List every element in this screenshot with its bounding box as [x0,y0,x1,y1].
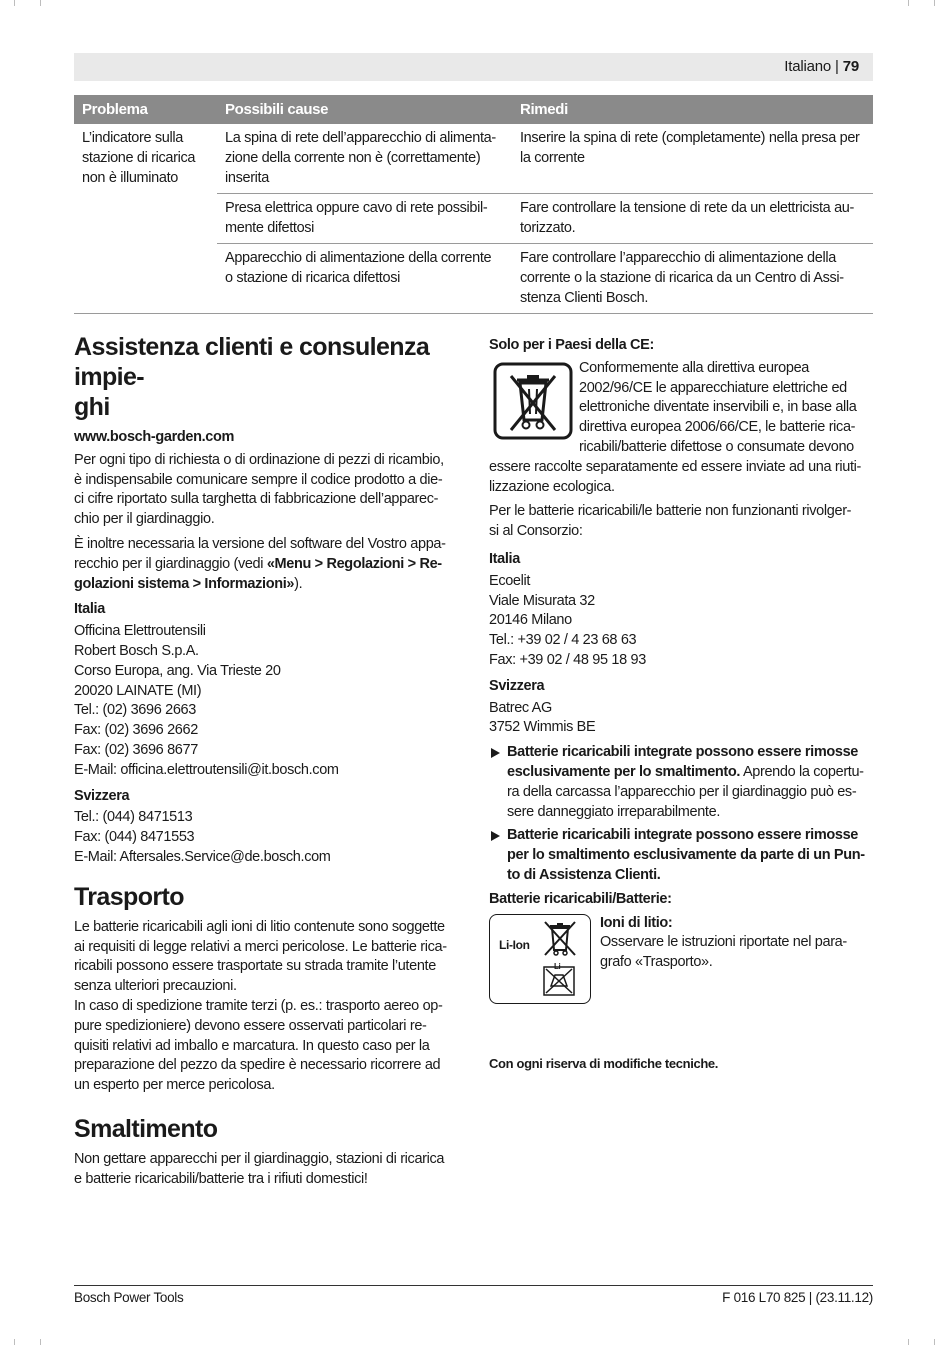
header-problem: Problema [74,95,217,124]
warning-bullet [489,826,873,885]
page-number: 79 [842,58,859,75]
text-line: si al Consorzio: [489,523,583,540]
table-row [74,124,873,194]
problem-line: non è illuminato [82,170,178,186]
text-line: per lo smaltimento esclusivamente da parte di un Pun- [507,847,865,864]
software-paragraph [74,535,460,594]
text-line: to di Assistenza Clienti. [507,866,661,883]
cause-cell [217,244,512,314]
header-remedies: Rimedi [512,95,873,124]
address-line: Robert Bosch S.p.A. [74,642,199,659]
text-line: ra della carcassa l’apparecchio per il giardinaggio può es- [507,783,857,800]
header-language: Italiano [784,58,832,75]
address-line: 20146 Milano [489,612,572,629]
address-line: 20020 LAINATE (MI) [74,682,202,699]
text-line: preparazione del pezzo da spedire è necessario ricorrere ad [74,1057,441,1074]
page-header [74,53,873,81]
weee-notice [489,359,873,498]
reserve-note: Con ogni riserva di modifiche tecniche. [489,1055,719,1071]
bullet-triangle-icon [491,748,500,758]
transport-section-title: Trasporto [74,882,184,911]
email-line: E-Mail: officina.elettroutensili@it.bosch.com [74,761,339,778]
text-line: In caso di spedizione tramite terzi (p. es.: trasporto aereo op- [74,997,443,1014]
svizzera-heading: Svizzera [489,677,545,694]
disposal-section-title: Smaltimento [74,1114,218,1143]
text-line: Conformemente alla direttiva europea [579,359,810,376]
italia-heading: Italia [74,601,105,618]
text-line: sere danneggiato irreparabilmente. [507,803,720,820]
footer-rule [74,1285,873,1286]
text-line: 2002/96/CE le apparecchiature elettriche ed [579,379,847,396]
liion-heading: Ioni di litio: [600,914,673,931]
remedy-line: la corrente [520,150,585,166]
cause-line: mente difettosi [225,220,315,236]
text-segment: recchio per il giardinaggio (vedi [74,555,267,572]
text-line: Le batterie ricaricabili agli ioni di litio contenute sono soggette [74,918,445,935]
footer-brand: Bosch Power Tools [74,1290,184,1305]
troubleshooting-table [74,95,873,314]
remedy-line: stenza Clienti Bosch. [520,290,649,306]
text-line: È inoltre necessaria la versione del software del Vostro appa- [74,535,446,552]
remedy-line: Fare controllare la tensione di rete da un elettricista au- [520,200,854,216]
text-line: senza ulteriori precauzioni. [74,978,237,995]
bullet-triangle-icon [491,831,500,841]
footer-code: F 016 L70 825 | (23.11.12) [722,1290,873,1305]
ecoelit-address [489,572,873,671]
problem-line: L’indicatore sulla [82,130,183,146]
text-line: un esperto per merce pericolosa. [74,1077,275,1094]
fax-line: Fax: +39 02 / 48 95 18 93 [489,651,646,668]
recycle-symbol-icon [543,966,575,996]
transport-paragraph [74,918,460,1096]
remedy-line: corrente o la stazione di ricarica da un Centro di Assi- [520,270,844,286]
text-line: quisiti relativi ad imballo e marcatura. In questo caso per la [74,1037,430,1054]
text-line [74,575,460,595]
text-line: Osservare le istruzioni riportate nel para- [600,934,847,951]
svizzera-heading: Svizzera [74,787,130,804]
cause-line: inserita [225,170,269,186]
cause-line: La spina di rete dell’apparecchio di alimenta- [225,130,496,146]
batteries-heading: Batterie ricaricabili/Batterie: [489,890,672,907]
remedy-line: Fare controllare l’apparecchio di alimentazione della [520,250,836,266]
address-line: Batrec AG [489,699,552,716]
header-text [784,58,859,75]
remedy-cell [512,124,873,194]
text-line: Batterie ricaricabili integrate possono essere rimosse [507,744,859,761]
service-paragraph [74,451,460,530]
svizzera-contact [74,808,460,867]
text-line: ricabili/batterie difettose o consumate devono [579,438,854,455]
crossed-bin-icon [540,919,580,957]
address-line: 3752 Wimmis BE [489,719,596,736]
header-causes: Possibili cause [217,95,512,124]
header-separator: | [831,58,843,75]
fax-line: Fax: (02) 3696 2662 [74,722,198,739]
text-line: ci cifre riportato sulla targhetta di fabbricazione dell’apparec- [74,491,439,508]
cause-cell [217,194,512,244]
table-header-row [74,95,873,124]
email-line: E-Mail: Aftersales.Service@de.bosch.com [74,848,331,865]
consorzio-paragraph [489,502,873,542]
liion-notice [489,914,873,1024]
cause-line: Presa elettrica oppure cavo di rete possibil- [225,200,488,216]
text-line [74,555,460,575]
text-line: pure spedizioniere) devono essere osservati particolari re- [74,1017,427,1034]
remedy-line: Inserire la spina di rete (completamente) nella presa per [520,130,860,146]
batrec-address [489,699,873,739]
disposal-paragraph [74,1150,460,1190]
text-line: grafo «Trasporto». [600,954,713,971]
crossed-bin-icon [493,362,573,440]
text-segment: ). [294,575,303,592]
service-section-title [74,332,460,422]
address-line: Corso Europa, ang. Via Trieste 20 [74,662,281,679]
phone-line: Tel.: (02) 3696 2663 [74,702,196,719]
cause-line: zione della corrente non è (correttamente) [225,150,481,166]
cause-line: Apparecchio di alimentazione della corrente [225,250,492,266]
text-line: e batterie ricaricabili/batterie tra i rifiuti domestici! [74,1170,368,1187]
left-column [74,330,460,1195]
address-line: Ecoelit [489,572,531,589]
text-line: Per ogni tipo di richiesta o di ordinazione di pezzi di ricambio, [74,451,444,468]
address-line: Viale Misurata 32 [489,592,595,609]
warning-bullet [489,743,873,822]
address-line: Officina Elettroutensili [74,623,206,640]
text-line: chio per il giardinaggio. [74,511,215,528]
liion-recycling-icon [489,914,591,1004]
website-link[interactable]: www.bosch-garden.com [74,429,235,445]
phone-line: Tel.: +39 02 / 4 23 68 63 [489,632,637,649]
text-line: elettroniche diventate inservibili e, in base alla [579,399,857,416]
text-line: direttiva europea 2006/66/CE, le batterie rica- [579,419,856,436]
title-line: Assistenza clienti e consulenza impie- [74,333,430,391]
fax-line: Fax: (044) 8471553 [74,829,195,846]
liion-text [600,914,873,973]
italia-heading: Italia [489,550,520,567]
text-segment: esclusivamente per lo smaltimento. [507,763,741,780]
right-column [489,330,873,1073]
remedy-cell [512,194,873,244]
remedy-cell [512,244,873,314]
text-line: è indispensabile comunicare sempre il codice prodotto a die- [74,471,443,488]
liion-label: Li-Ion [499,937,530,952]
italia-address [74,622,460,780]
problem-line: stazione di ricarica [82,150,196,166]
text-line: ricabili possono essere trasportate su strada tramite l’utente [74,958,436,975]
cause-line: o stazione di ricarica difettosi [225,270,400,286]
phone-line: Tel.: (044) 8471513 [74,809,193,826]
remedy-line: torizzato. [520,220,576,236]
menu-path: golazioni sistema > Informazioni» [74,575,295,592]
menu-path: «Menu > Regolazioni > Re- [266,555,442,572]
liion-sub-label: Li [554,961,561,971]
text-line: Non gettare apparecchi per il giardinaggio, stazioni di ricarica [74,1150,445,1167]
text-line: Per le batterie ricaricabili/le batterie non funzionanti rivolger- [489,503,852,520]
problem-cell [74,124,217,314]
text-line: essere raccolte separatamente ed essere inviate ad una riuti- [489,458,861,475]
text-line: lizzazione ecologica. [489,478,615,495]
text-line: Batterie ricaricabili integrate possono essere rimosse [507,827,859,844]
text-line: ai requisiti di legge relativi a merci pericolose. Le batterie rica- [74,938,447,955]
text-segment: Aprendo la copertu- [740,763,864,780]
fax-line: Fax: (02) 3696 8677 [74,741,198,758]
ce-heading: Solo per i Paesi della CE: [489,337,654,353]
cause-cell [217,124,512,194]
title-line: ghi [74,393,110,421]
